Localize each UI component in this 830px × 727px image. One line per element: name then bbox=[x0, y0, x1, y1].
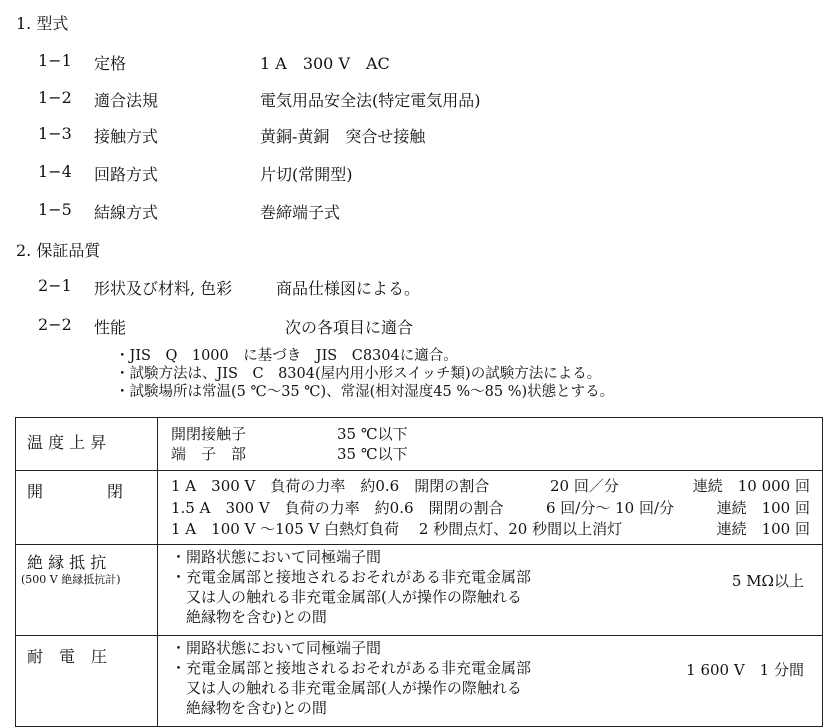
row-header: 耐 電 圧 bbox=[27, 647, 108, 666]
item-value: 黄銅-黄銅 突合せ接触 bbox=[260, 127, 426, 146]
item-value: 1 A 300 V AC bbox=[260, 54, 390, 73]
temp-item-label: 開閉接触子 bbox=[171, 425, 247, 443]
item-number: 1−2 bbox=[38, 88, 72, 107]
row-header-cell bbox=[16, 636, 158, 727]
item-value: 巻締端子式 bbox=[260, 203, 341, 222]
item-label: 回路方式 bbox=[94, 165, 159, 184]
switching-condition: 1.5 A 300 V 負荷の力率 約0.6 開閉の割合 bbox=[171, 499, 504, 517]
section1-title: 1. 型式 bbox=[16, 14, 69, 33]
row-subheader: (500 V 絶縁抵抗計) bbox=[21, 573, 121, 586]
note-line: ・JIS Q 1000 に基づき JIS C8304に適合。 bbox=[115, 348, 458, 364]
note-line: ・試験場所は常温(5 ℃〜35 ℃)、常湿(相対湿度45 %〜85 %)状態とする。 bbox=[115, 384, 615, 400]
section2-title: 2. 保証品質 bbox=[16, 241, 101, 260]
insulation-value: 5 MΩ以上 bbox=[731, 572, 804, 590]
row-body-cell bbox=[158, 545, 823, 636]
item-label: 性能 bbox=[94, 318, 127, 337]
row-header: 絶 縁 抵 抗 bbox=[27, 553, 107, 572]
performance-table bbox=[15, 417, 823, 727]
table-row-temperature bbox=[16, 418, 823, 471]
switching-count: 連続 100 回 bbox=[716, 499, 810, 517]
table-row-insulation bbox=[16, 545, 823, 636]
item-value: 片切(常開型) bbox=[260, 165, 353, 184]
insulation-line: 絶縁物を含む)との間 bbox=[171, 608, 327, 626]
test-conditions-notes bbox=[115, 347, 614, 401]
row-body-cell bbox=[158, 418, 823, 471]
row-header-cell bbox=[16, 545, 158, 636]
note-line: ・試験方法は、JIS C 8304(屋内用小形スイッチ類)の試験方法による。 bbox=[115, 366, 602, 382]
withstand-line: 絶縁物を含む)との間 bbox=[171, 699, 327, 717]
withstand-line: ・開路状態において同極端子間 bbox=[171, 639, 382, 657]
switching-condition: 1 A 100 V 〜105 V 白熱灯負荷 2 秒間点灯、20 秒間以上消灯 bbox=[171, 520, 623, 538]
switching-rate: 20 回／分 bbox=[550, 477, 619, 495]
row-header-cell bbox=[16, 471, 158, 545]
temp-item-label: 端 子 部 bbox=[171, 445, 247, 463]
row-body-cell bbox=[158, 471, 823, 545]
insulation-line: 又は人の触れる非充電金属部(人が操作の際触れる bbox=[171, 588, 522, 606]
withstand-value: 1 600 V 1 分間 bbox=[686, 661, 804, 679]
table-row-withstand bbox=[16, 636, 823, 727]
item-number: 2−2 bbox=[38, 315, 72, 334]
row-header: 温 度 上 昇 bbox=[27, 433, 107, 452]
switching-rate: 6 回/分〜 10 回/分 bbox=[546, 499, 675, 517]
row-header: 開 閉 bbox=[27, 482, 124, 501]
item-number: 1−4 bbox=[38, 162, 72, 181]
item-label: 定格 bbox=[94, 54, 127, 73]
row-header-cell bbox=[16, 418, 158, 471]
item-number: 1−3 bbox=[38, 124, 72, 143]
switching-count: 連続 10 000 回 bbox=[692, 477, 810, 495]
table-row-switching bbox=[16, 471, 823, 545]
item-label: 結線方式 bbox=[94, 203, 159, 222]
insulation-line: ・開路状態において同極端子間 bbox=[171, 548, 382, 566]
item-value: 電気用品安全法(特定電気用品) bbox=[260, 91, 481, 110]
item-label: 接触方式 bbox=[94, 127, 159, 146]
item-number: 1−5 bbox=[38, 200, 72, 219]
temp-item-value: 35 ℃以下 bbox=[337, 445, 408, 463]
item-label: 適合法規 bbox=[94, 91, 159, 110]
row-body-cell bbox=[158, 636, 823, 727]
temp-item-value: 35 ℃以下 bbox=[337, 425, 408, 443]
item-label: 形状及び材料, 色彩 bbox=[94, 279, 233, 298]
switching-count: 連続 100 回 bbox=[716, 520, 810, 538]
insulation-line: ・充電金属部と接地されるおそれがある非充電金属部 bbox=[171, 568, 532, 586]
item-number: 2−1 bbox=[38, 276, 72, 295]
item-value: 商品仕様図による。 bbox=[276, 279, 421, 298]
withstand-line: 又は人の触れる非充電金属部(人が操作の際触れる bbox=[171, 679, 522, 697]
item-value: 次の各項目に適合 bbox=[285, 318, 414, 337]
switching-condition: 1 A 300 V 負荷の力率 約0.6 開閉の割合 bbox=[171, 477, 490, 495]
item-number: 1−1 bbox=[38, 51, 72, 70]
withstand-line: ・充電金属部と接地されるおそれがある非充電金属部 bbox=[171, 659, 532, 677]
